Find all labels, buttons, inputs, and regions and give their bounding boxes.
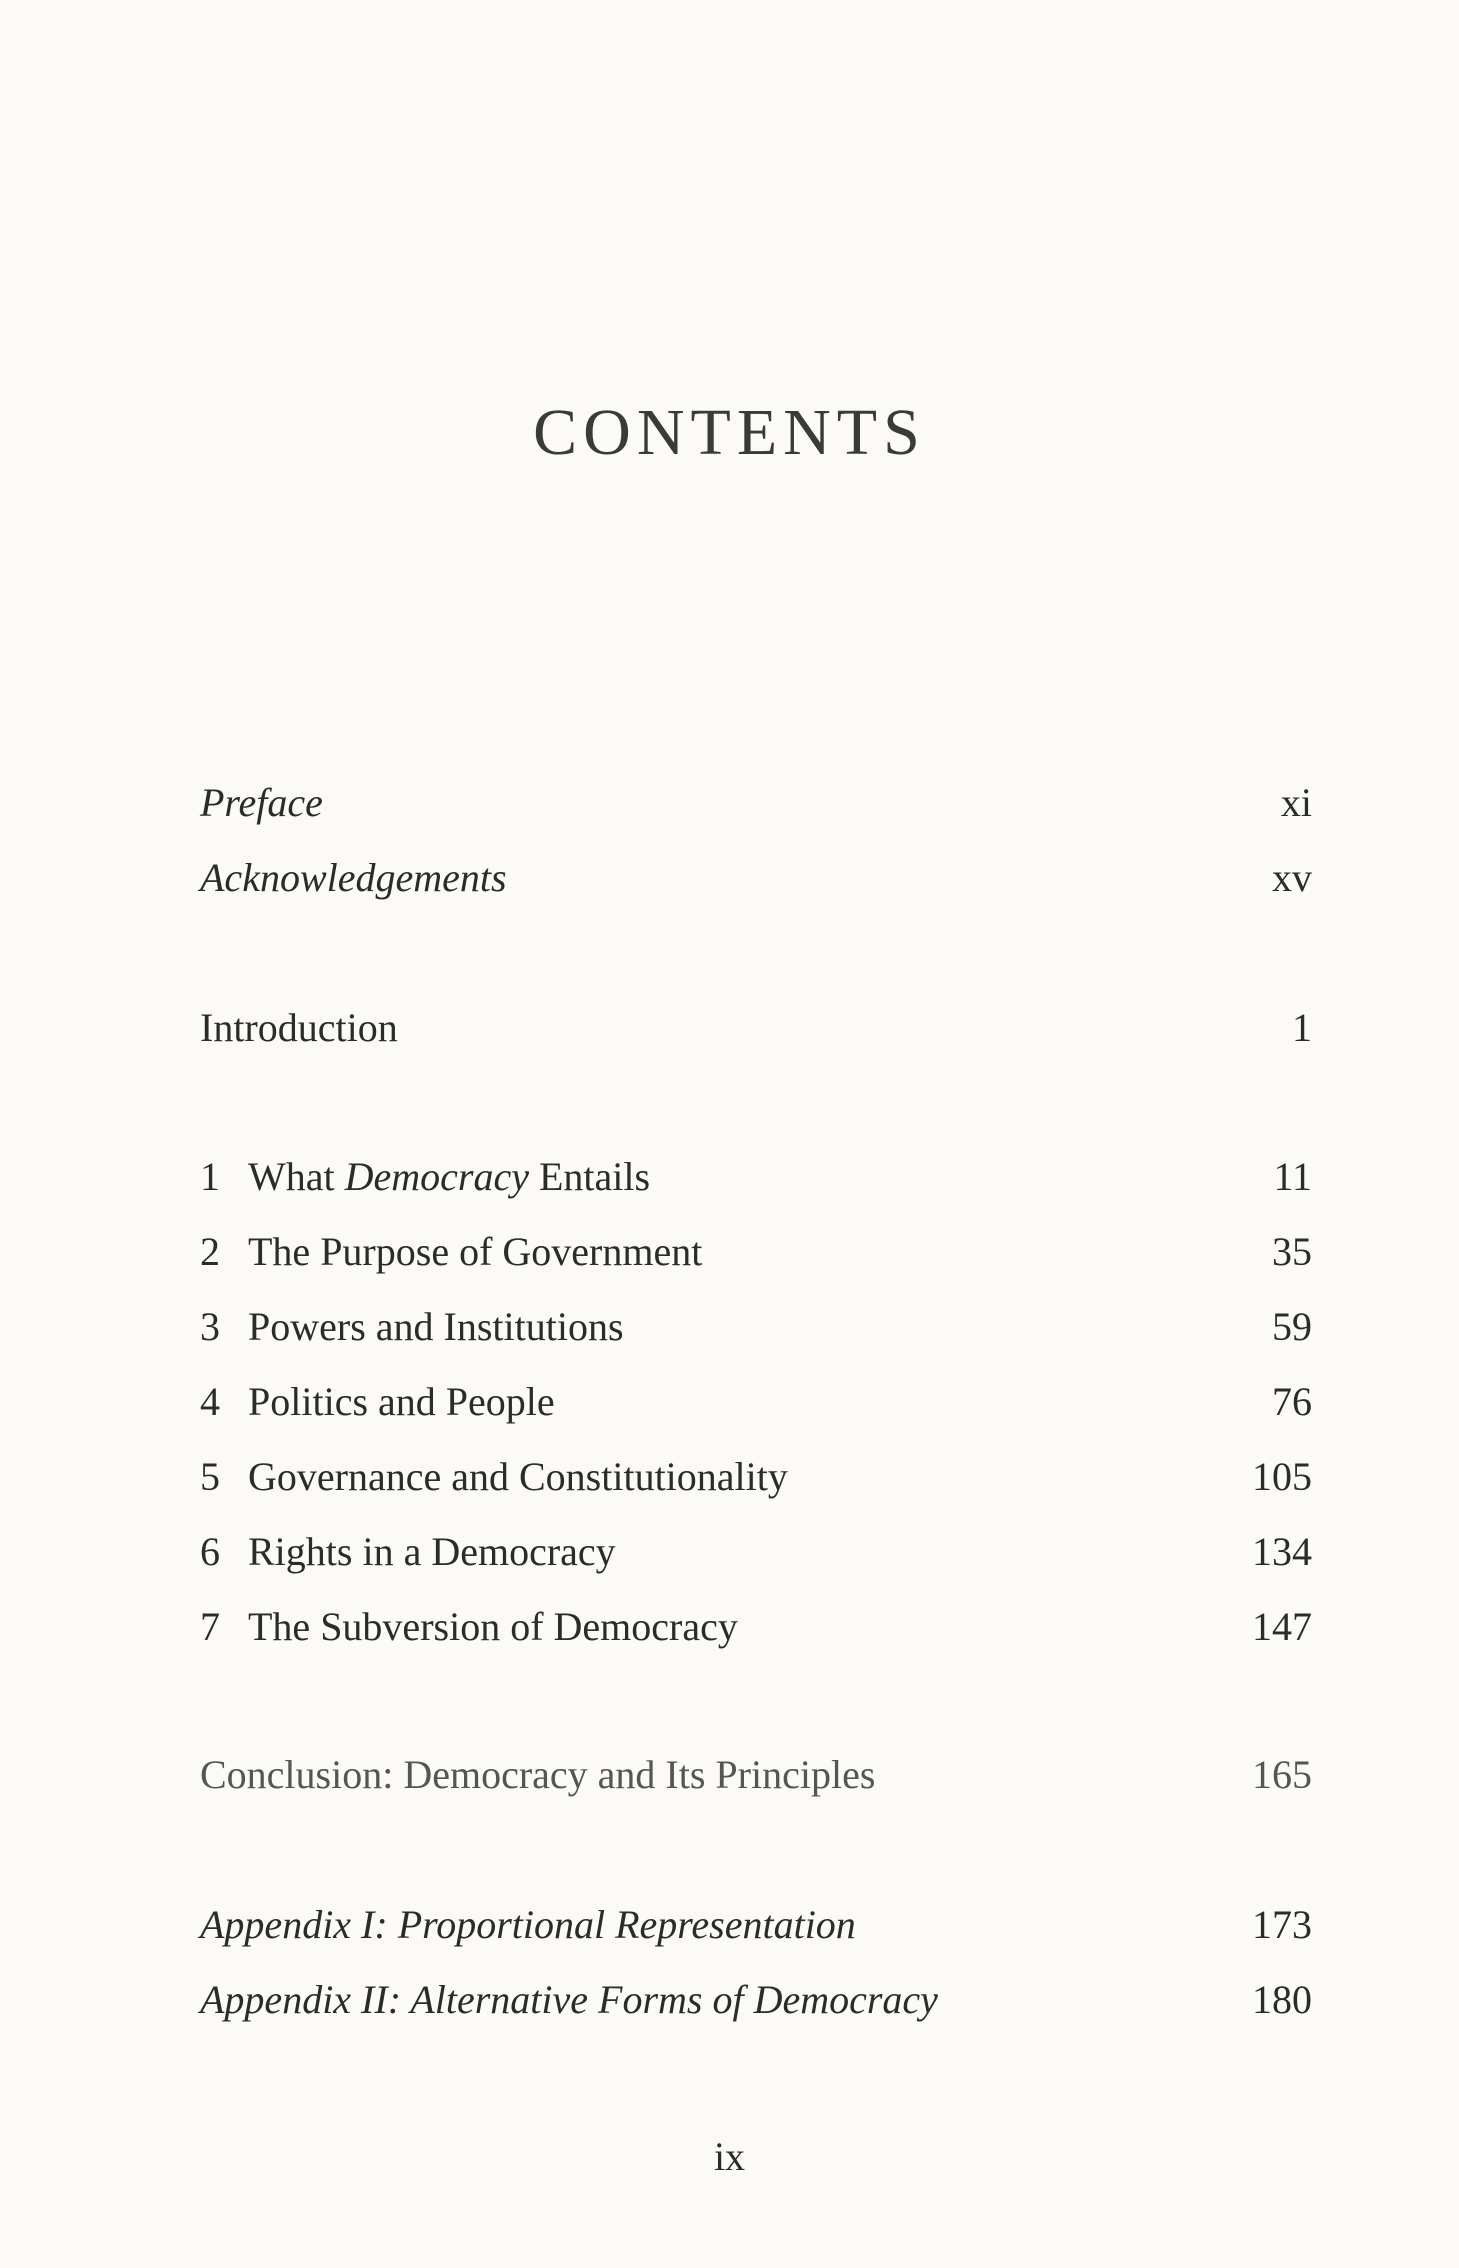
toc-entry-chapter-2	[200, 1222, 1312, 1282]
toc-entry-label: Appendix II: Alternative Forms of Democracy	[200, 1977, 938, 2022]
toc-entry-acknowledgements	[200, 848, 1312, 908]
toc-entry-chapter-1	[200, 1147, 1312, 1207]
toc-entry-label: The Purpose of Government	[248, 1229, 703, 1274]
page-title: CONTENTS	[533, 396, 926, 469]
toc-entry-chapter-7	[200, 1597, 1312, 1657]
toc-entry-label: Governance and Constitutionality	[248, 1454, 788, 1499]
toc-entry-page: 35	[1272, 1229, 1312, 1274]
label-part: Entails	[528, 1154, 651, 1199]
toc-entry-page: 134	[1252, 1529, 1312, 1574]
toc-entry-conclusion	[200, 1745, 1312, 1805]
toc-entry-label: Appendix I: Proportional Representation	[200, 1902, 856, 1947]
toc-entry-preface	[200, 773, 1312, 833]
toc-entry-appendix-1	[200, 1895, 1312, 1955]
toc-entry-label: The Subversion of Democracy	[248, 1604, 738, 1649]
toc-entry-page: 180	[1252, 1977, 1312, 2022]
chapter-number: 7	[200, 1604, 220, 1649]
toc-entry-page: 105	[1252, 1454, 1312, 1499]
toc-entry-chapter-6	[200, 1522, 1312, 1582]
page-number: ix	[713, 2134, 746, 2179]
chapter-number: 3	[200, 1304, 220, 1349]
toc-entry-page: xi	[1280, 780, 1312, 825]
toc-entry-page: xv	[1272, 855, 1312, 900]
toc-entry-label: Acknowledgements	[200, 855, 507, 900]
toc-entry-chapter-5	[200, 1447, 1312, 1507]
toc-entry-page: 173	[1252, 1902, 1312, 1947]
toc-entry-chapter-4	[200, 1372, 1312, 1432]
toc-entry-label: Politics and People	[248, 1379, 555, 1424]
chapter-number: 4	[200, 1379, 220, 1424]
chapter-number: 2	[200, 1229, 220, 1274]
label-part-italic: Democracy	[344, 1154, 529, 1199]
toc-entry-appendix-2	[200, 1970, 1312, 2030]
toc-entry-page: 165	[1252, 1752, 1312, 1797]
chapter-number: 6	[200, 1529, 220, 1574]
toc-entry-label: Powers and Institutions	[248, 1304, 624, 1349]
toc-entry-introduction	[200, 998, 1312, 1058]
label-part: What	[248, 1154, 345, 1199]
toc-entry-label: Introduction	[200, 1005, 398, 1050]
toc-entry-label: Conclusion: Democracy and Its Principles	[200, 1752, 876, 1797]
toc-entry-page: 11	[1273, 1154, 1312, 1199]
toc-entry-page: 1	[1292, 1005, 1312, 1050]
toc-entry-page: 76	[1272, 1379, 1312, 1424]
chapter-number: 5	[200, 1454, 220, 1499]
toc-entry-chapter-3	[200, 1297, 1312, 1357]
toc-entry-label: Rights in a Democracy	[248, 1529, 616, 1574]
toc-entry-page: 147	[1252, 1604, 1312, 1649]
toc-entry-label: Preface	[200, 780, 323, 825]
toc-entry-page: 59	[1272, 1304, 1312, 1349]
chapter-number: 1	[200, 1154, 220, 1199]
toc-entry-label	[248, 1147, 650, 1207]
